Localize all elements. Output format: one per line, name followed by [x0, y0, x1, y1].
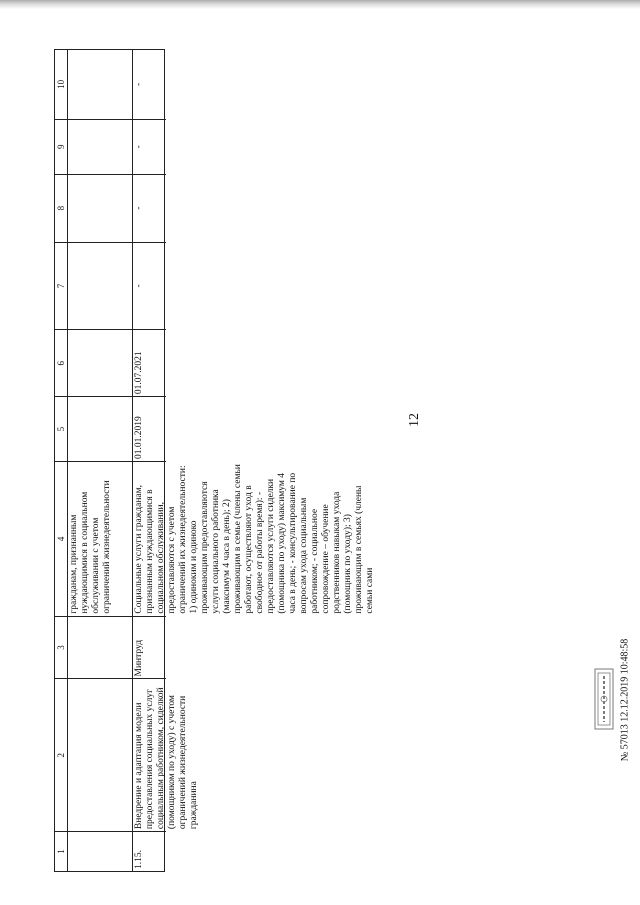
item-executor: Минтруд: [133, 616, 166, 679]
table-row: [133, 50, 375, 871]
table-rotated-wrapper: [54, 49, 375, 872]
table-cell: [68, 616, 132, 679]
table-header-row: [55, 50, 68, 871]
header-cell: 6: [55, 329, 67, 396]
table-cell: [68, 50, 132, 119]
header-cell: 7: [55, 242, 67, 330]
item-col10: -: [134, 82, 144, 86]
header-cell: 5: [55, 396, 67, 461]
page-number: 12: [407, 413, 422, 427]
item-number: 1.15.: [133, 831, 166, 871]
header-cell: 9: [55, 119, 67, 174]
header-cell: 1: [55, 831, 67, 871]
table-cell: [68, 396, 132, 461]
header-cell: 2: [55, 678, 67, 831]
item-start-date: 01.01.2019: [133, 396, 166, 461]
header-cell: 4: [55, 461, 67, 616]
table-cell: [68, 831, 132, 871]
item-col9: -: [133, 119, 166, 174]
table-cell: [68, 119, 132, 174]
header-cell: 10: [56, 79, 66, 89]
table-row: [68, 50, 133, 871]
scan-edge-noise: [0, 0, 640, 9]
item-col8: -: [133, 174, 166, 242]
header-cell: 8: [55, 174, 67, 242]
item-col7: -: [133, 242, 166, 330]
item-end-date: 01.07.2021: [133, 329, 166, 396]
item-description: Социальные услуги гражданам, признанным нуждающимися в социальном обслуживании, предоставляются с учетом ограничений их жизнедеятельности: 1) одиноким и одиноко проживающим предоставляются услуги социального работника (максимум 4 часа в день); 2) проживающим в семье (члены семьи работают, осуществляют уход в свободное от работы время): - предоставляются услуги сиделки (помощника по уходу) максимум 4 часа в день; - консультирование по вопросам ухода социальным работником; - социальное сопровождение – обучение родственников навыкам ухода (помощник по уходу); 3) проживающим в семьях (члены семьи сами: [133, 461, 166, 616]
registration-stamp: № 57013 12.12.2019 10:48:58: [619, 638, 631, 762]
government-seal-icon: [594, 668, 614, 730]
table-cell: [68, 329, 132, 396]
table-cell: [68, 174, 132, 242]
table-cell: [68, 242, 132, 330]
continuation-text: гражданам, признанным нуждающимися в социальном обслуживании с учетом ограничений жизнедеятельности: [68, 461, 132, 616]
program-table: [54, 49, 375, 872]
header-cell: 3: [55, 616, 67, 679]
table-cell: [68, 678, 132, 831]
item-title: Внедрение и адаптация модели предоставления социальных услуг социальным работником, сиделкой (помощником по уходу) с учетом ограничений жизнедеятельности гражданина: [133, 678, 166, 831]
